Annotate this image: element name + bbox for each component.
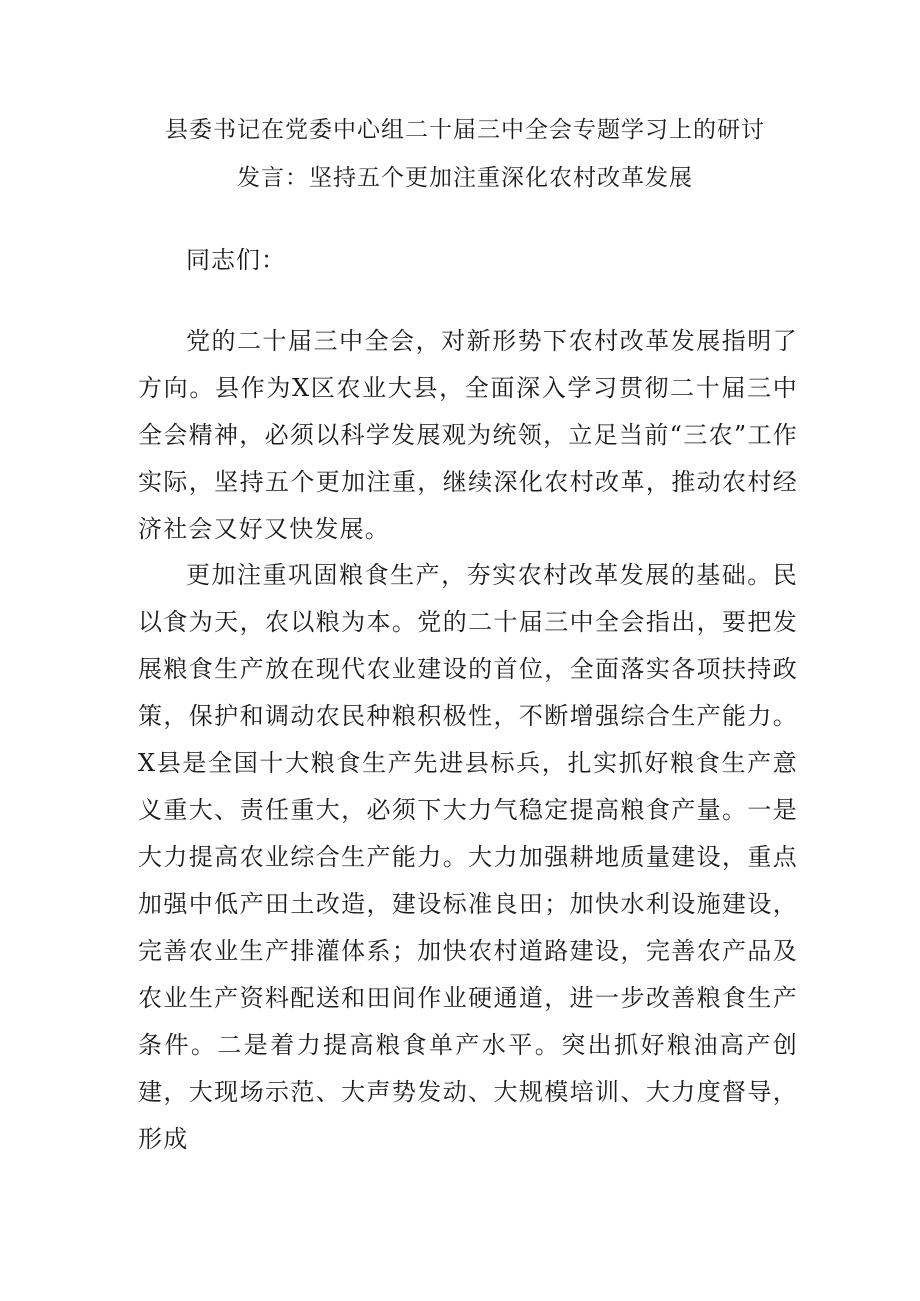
document-title-line-2: 发言：坚持五个更加注重深化农村改革发展 bbox=[237, 165, 693, 191]
paragraph-1: 党的二十届三中全会，对新形势下农村改革发展指明了方向。县作为X区农业大县，全面深入学习贯彻二十届三中全会精神，必须以科学发展观为统领，立足当前“三农”工作实际，坚持五个更加注重，继续深化农村改革，推动农村经济社会又好又快发展。 bbox=[138, 327, 798, 543]
paragraph-2: 更加注重巩固粮食生产，夯实农村改革发展的基础。民以食为天，农以粮为本。党的二十届三中全会指出，要把发展粮食生产放在现代农业建设的首位，全面落实各项扶持政策，保护和调动农民种粮积极性，不断增强综合生产能力。X县是全国十大粮食生产先进县标兵，扎实抓好粮食生产意义重大、责任重大，必须下大力气稳定提高粮食产量。一是大力提高农业综合生产能力。大力加强耕地质量建设，重点加强中低产田土改造，建设标准良田；加快水利设施建设，完善农业生产排灌体系；加快农村道路建设，完善农产品及农业生产资料配送和田间作业硬通道，进一步改善粮食生产条件。二是着力提高粮食单产水平。突出抓好粮油高产创建，大现场示范、大声势发动、大规模培训、大力度督导，形成 bbox=[138, 561, 798, 1153]
document-title-line-1: 县委书记在党委中心组二十届三中全会专题学习上的研讨 bbox=[165, 117, 765, 143]
salutation: 同志们： bbox=[186, 246, 286, 274]
